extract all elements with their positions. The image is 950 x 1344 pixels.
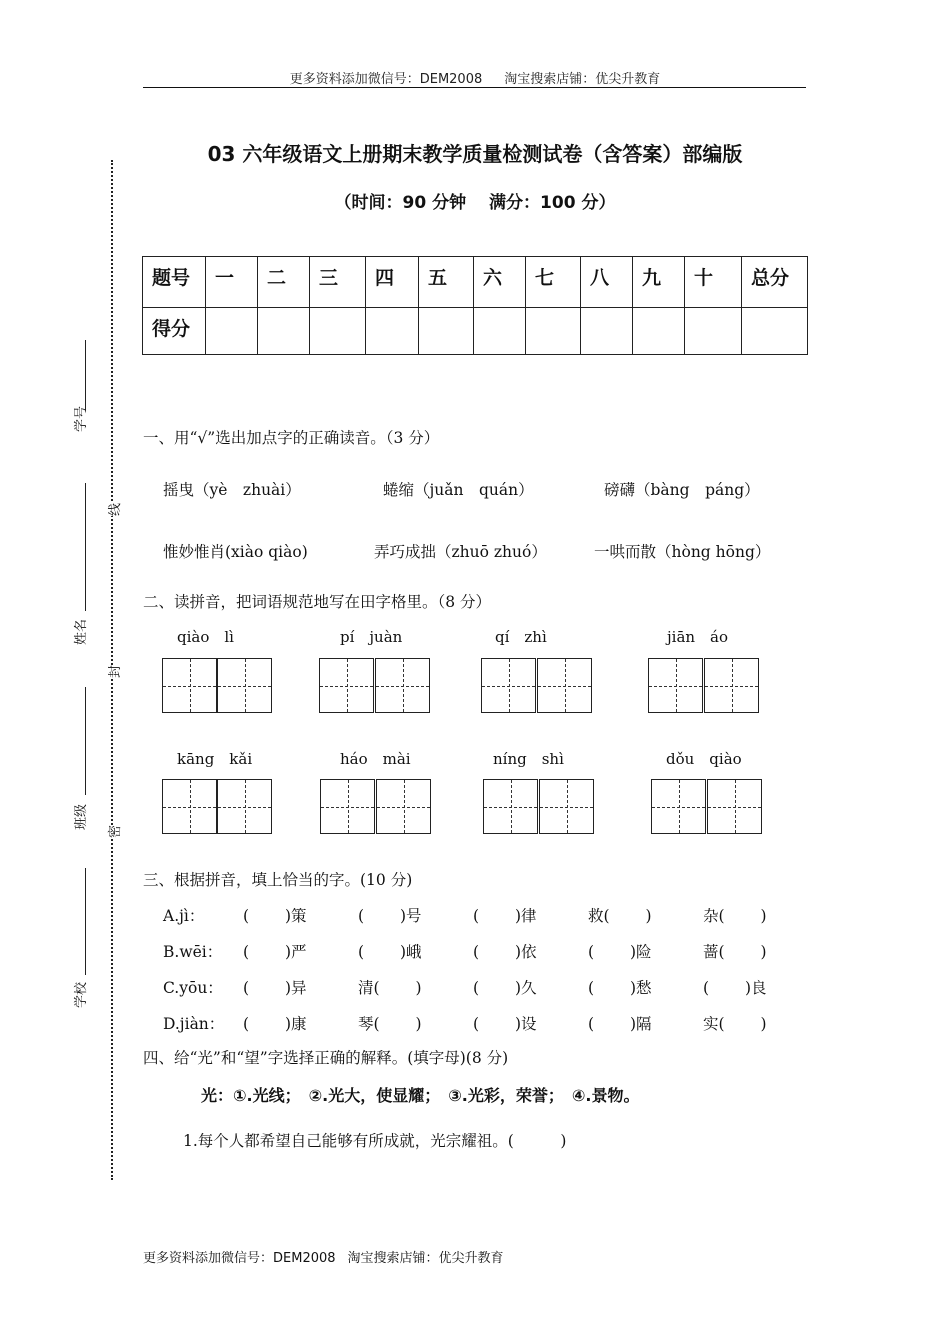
footer-shop: 淘宝搜索店铺：优尖升教育 [347, 1251, 504, 1266]
score-cell[interactable] [742, 308, 808, 355]
q3-cell[interactable]: ( )异 [243, 979, 307, 997]
score-cell[interactable] [419, 308, 474, 355]
score-header-cell: 六 [474, 257, 526, 308]
tianzige-box[interactable] [539, 779, 594, 834]
q3-row-label: D.jiàn： [163, 1015, 225, 1033]
score-cell[interactable] [526, 308, 581, 355]
school-blank [85, 868, 86, 975]
q2-pinyin: háo mài [340, 750, 411, 768]
tianzige-box[interactable] [162, 779, 217, 834]
q1-heading: 一、用“√”选出加点字的正确读音。（3 分） [143, 429, 440, 447]
score-cell[interactable] [366, 308, 419, 355]
q2-pinyin: dǒu qiào [666, 750, 742, 768]
q3-cell[interactable]: 实( ) [703, 1015, 767, 1033]
student-id-blank [85, 340, 86, 410]
q3-row-label: C.yōu： [163, 979, 223, 997]
tianzige-box[interactable] [481, 658, 536, 713]
score-header-cell: 三 [310, 257, 366, 308]
q3-cell[interactable]: ( )策 [243, 907, 307, 925]
score-header-cell: 一 [206, 257, 258, 308]
tianzige-box[interactable] [537, 658, 592, 713]
seal-seal-mark: 封 [104, 665, 123, 678]
score-cell[interactable] [258, 308, 310, 355]
score-header-cell: 五 [419, 257, 474, 308]
name-label: 姓名 [74, 618, 89, 645]
score-header-cell: 九 [633, 257, 685, 308]
q2-pinyin: kāng kǎi [177, 750, 253, 768]
tianzige-box[interactable] [217, 658, 272, 713]
seal-secret-mark: 密 [104, 825, 123, 838]
q3-row [163, 904, 767, 926]
tianzige-box[interactable] [319, 658, 374, 713]
q2-pinyin: qiào lì [177, 628, 234, 646]
header-shop: 淘宝搜索店铺：优尖升教育 [504, 72, 661, 87]
score-table-header-row [143, 257, 808, 308]
header-wechat: 更多资料添加微信号：DEM2008 [289, 72, 483, 87]
q3-cell[interactable]: ( )律 [473, 907, 537, 925]
q3-cell[interactable]: ( )险 [588, 943, 652, 961]
tianzige-box[interactable] [375, 658, 430, 713]
tianzige-box[interactable] [648, 658, 703, 713]
q3-cell[interactable]: ( )隔 [588, 1015, 652, 1033]
class-label: 班级 [74, 803, 89, 830]
header-rule [143, 87, 806, 88]
tianzige-box[interactable] [704, 658, 759, 713]
score-table [142, 256, 808, 355]
q3-cell[interactable]: ( )峨 [358, 943, 422, 961]
score-cell[interactable] [310, 308, 366, 355]
tianzige-box[interactable] [707, 779, 762, 834]
score-cell[interactable] [633, 308, 685, 355]
footer-wechat: 更多资料添加微信号：DEM2008 [143, 1251, 336, 1266]
q3-cell[interactable]: ( )依 [473, 943, 537, 961]
score-header-cell: 八 [581, 257, 633, 308]
q1-item[interactable]: 蜷缩（juǎn quán） [383, 481, 534, 499]
q3-cell[interactable]: 杂( ) [703, 907, 767, 925]
q4-item[interactable]: 1.每个人都希望自己能够有所成就，光宗耀祖。( ) [183, 1132, 567, 1150]
score-cell[interactable] [685, 308, 742, 355]
tianzige-box[interactable] [162, 658, 217, 713]
q3-cell[interactable]: 蔷( ) [703, 943, 767, 961]
tianzige-box[interactable] [217, 779, 272, 834]
q3-cell[interactable]: 救( ) [588, 907, 652, 925]
page-footer [143, 1247, 504, 1266]
tianzige-box[interactable] [376, 779, 431, 834]
q1-item[interactable]: 惟妙惟肖(xiào qiào) [163, 543, 308, 561]
score-cell[interactable] [581, 308, 633, 355]
q3-row [163, 976, 767, 998]
q3-row [163, 1012, 767, 1034]
q3-row-label: B.wēi： [163, 943, 223, 961]
page-header [0, 68, 950, 87]
q3-cell[interactable]: ( )康 [243, 1015, 307, 1033]
name-blank [85, 483, 86, 611]
score-row-label: 得分 [143, 308, 206, 355]
class-blank [85, 687, 86, 795]
q1-item[interactable]: 摇曳（yè zhuài） [163, 481, 301, 499]
score-header-cell: 七 [526, 257, 581, 308]
score-header-cell: 二 [258, 257, 310, 308]
exam-title: 03 六年级语文上册期末教学质量检测试卷（含答案）部编版 [207, 142, 743, 166]
score-header-cell: 题号 [143, 257, 206, 308]
q2-pinyin: jiān áo [667, 628, 729, 646]
q3-cell[interactable]: 琴( ) [358, 1015, 422, 1033]
score-header-cell: 十 [685, 257, 742, 308]
q2-pinyin: níng shì [493, 750, 564, 768]
q3-heading: 三、根据拼音，填上恰当的字。(10 分) [143, 871, 413, 889]
q2-pinyin: qí zhì [495, 628, 547, 646]
q3-cell[interactable]: 清( ) [358, 979, 422, 997]
q3-cell[interactable]: ( )设 [473, 1015, 537, 1033]
q1-item[interactable]: 一哄而散（hòng hōng） [594, 543, 771, 561]
q1-item[interactable]: 弄巧成拙（zhuō zhuó） [374, 543, 547, 561]
q2-pinyin: pí juàn [340, 628, 403, 646]
q3-row-label: A.jì： [163, 907, 205, 925]
score-header-cell: 总分 [742, 257, 808, 308]
score-header-cell: 四 [366, 257, 419, 308]
tianzige-box[interactable] [651, 779, 706, 834]
seal-line-mark: 线 [104, 503, 123, 516]
q3-cell[interactable]: ( )严 [243, 943, 307, 961]
school-label: 学校 [74, 981, 89, 1008]
student-id-label: 学号 [74, 405, 89, 432]
q2-heading: 二、读拼音，把词语规范地写在田字格里。（8 分） [143, 593, 492, 611]
score-cell[interactable] [206, 308, 258, 355]
q1-item[interactable]: 磅礴（bàng páng） [604, 481, 760, 499]
q3-row [163, 940, 767, 962]
q4-definitions: 光：①.光线； ②.光大，使显耀； ③.光彩，荣誉； ④.景物。 [201, 1086, 640, 1105]
tianzige-box[interactable] [483, 779, 538, 834]
q3-cell[interactable]: ( )良 [703, 979, 767, 997]
q3-cell[interactable]: ( )愁 [588, 979, 652, 997]
q3-cell[interactable]: ( )久 [473, 979, 537, 997]
q3-cell[interactable]: ( )号 [358, 907, 422, 925]
exam-subtitle: （时间：90 分钟 满分：100 分） [334, 193, 616, 213]
score-cell[interactable] [474, 308, 526, 355]
score-table-score-row [143, 308, 808, 355]
q4-heading: 四、给“光”和“望”字选择正确的解释。(填字母)(8 分) [143, 1049, 509, 1067]
tianzige-box[interactable] [320, 779, 375, 834]
